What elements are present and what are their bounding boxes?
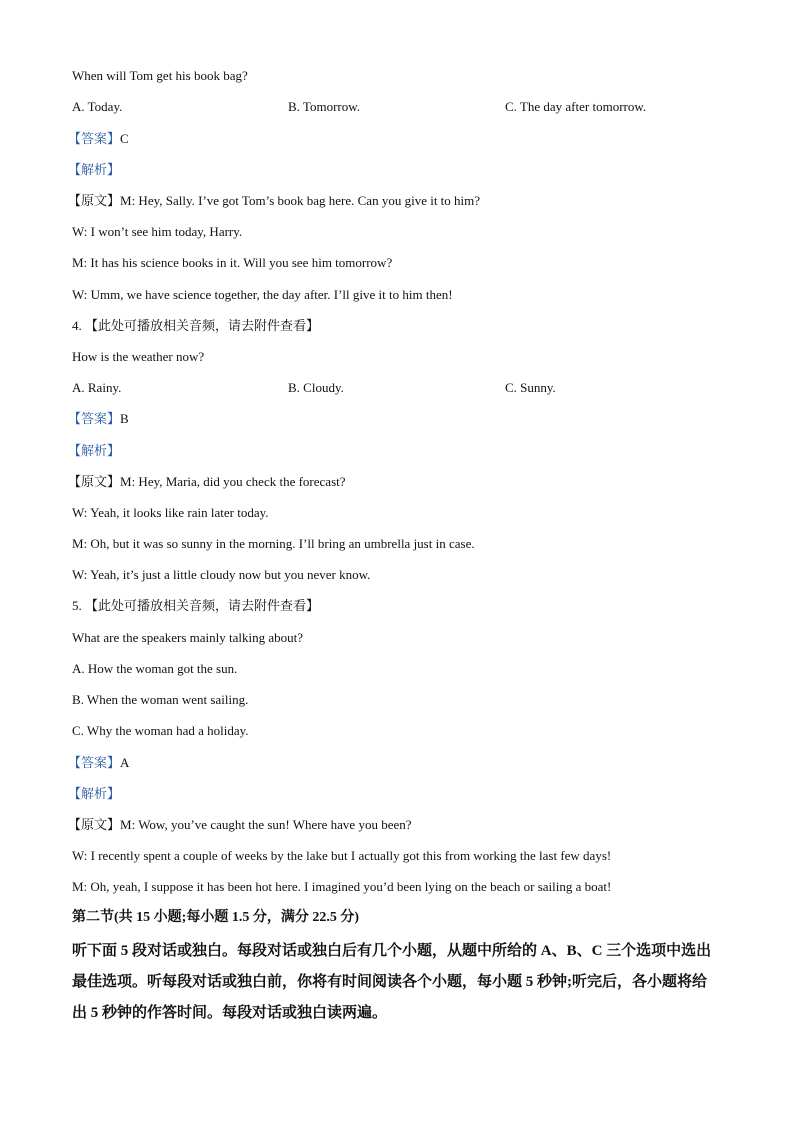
q3-transcript-line-2: W: I won’t see him today, Harry.: [72, 224, 243, 239]
answer-tag: 【答案】: [68, 755, 121, 770]
answer-value: C: [120, 131, 129, 146]
q3-option-a: A. Today.: [72, 99, 123, 114]
transcript-text: M: Hey, Sally. I’ve got Tom’s book bag here. Can you give it to him?: [120, 193, 481, 208]
q3-transcript-line-4: W: Umm, we have science together, the day after. I’ll give it to him then!: [72, 287, 453, 302]
answer-tag: 【答案】: [68, 131, 121, 146]
q3-option-b: B. Tomorrow.: [288, 99, 361, 114]
q4-header: 4. 【此处可播放相关音频，请去附件查看】: [72, 318, 320, 333]
transcript-text: M: Hey, Maria, did you check the forecast?: [120, 474, 346, 489]
q5-transcript-line-2: W: I recently spent a couple of weeks by the lake but I actually got this from working the last few days!: [72, 848, 612, 863]
answer-tag: 【答案】: [68, 411, 121, 426]
answer-value: A: [120, 755, 130, 770]
section2-title: 第二节(共 15 小题;每小题 1.5 分，满分 22.5 分): [72, 910, 359, 925]
q5-transcript-line-1: [68, 817, 412, 833]
q3-option-c: C. The day after tomorrow.: [505, 99, 647, 114]
q4-question: How is the weather now?: [72, 349, 205, 364]
q5-header: 5. 【此处可播放相关音频，请去附件查看】: [72, 598, 320, 613]
q4-transcript-line-3: M: Oh, but it was so sunny in the morning. I’ll bring an umbrella just in case.: [72, 536, 475, 551]
q4-option-b: B. Cloudy.: [288, 380, 344, 395]
q5-option-b: B. When the woman went sailing.: [72, 692, 249, 707]
q3-question: When will Tom get his book bag?: [72, 68, 248, 83]
q4-analysis-tag: 【解析】: [68, 443, 121, 458]
q3-transcript-line-3: M: It has his science books in it. Will you see him tomorrow?: [72, 255, 393, 270]
q4-transcript-line-4: W: Yeah, it’s just a little cloudy now but you never know.: [72, 567, 371, 582]
transcript-tag: 【原文】: [68, 474, 121, 489]
section2-instructions: 听下面 5 段对话或独白。每段对话或独白后有几个小题，从题中所给的 A、B、C 三个选项中选出最佳选项。听每段对话或独白前，你将有时间阅读各个小题，每小题 5 秒钟;听完后，各小题将给出 5 秒钟的作答时间。每段对话或独白读两遍。: [72, 943, 712, 1021]
q5-option-a: A. How the woman got the sun.: [72, 661, 238, 676]
q5-answer: [68, 755, 129, 771]
q4-transcript-line-1: [68, 474, 346, 490]
q5-transcript-line-3: M: Oh, yeah, I suppose it has been hot here. I imagined you’d been lying on the beach or sailing a boat!: [72, 879, 612, 894]
q3-transcript-line-1: [68, 193, 480, 209]
q3-analysis-tag: 【解析】: [68, 162, 121, 177]
q5-analysis-tag: 【解析】: [68, 786, 121, 801]
q5-option-c: C. Why the woman had a holiday.: [72, 723, 249, 738]
q4-option-c: C. Sunny.: [505, 380, 556, 395]
q4-option-a: A. Rainy.: [72, 380, 122, 395]
q4-transcript-line-2: W: Yeah, it looks like rain later today.: [72, 505, 269, 520]
answer-value: B: [120, 411, 129, 426]
q5-question: What are the speakers mainly talking about?: [72, 630, 304, 645]
q3-answer: [68, 131, 129, 147]
transcript-tag: 【原文】: [68, 193, 121, 208]
q4-answer: [68, 411, 129, 427]
transcript-text: M: Wow, you’ve caught the sun! Where have you been?: [120, 817, 412, 832]
transcript-tag: 【原文】: [68, 817, 121, 832]
